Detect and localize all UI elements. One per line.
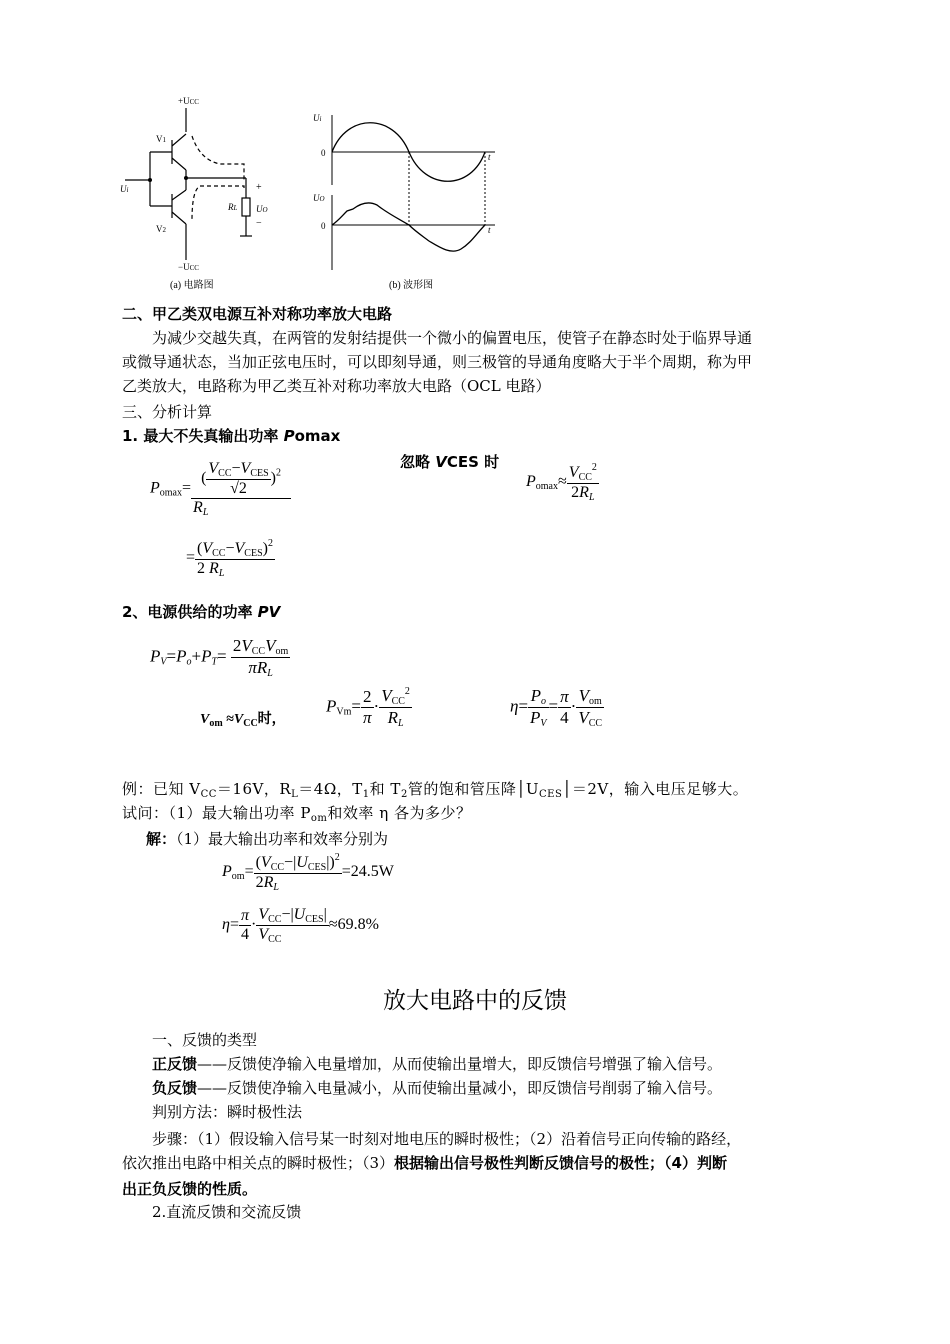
section2-para-line3: 乙类放大，电路称为甲乙类互补对称功率放大电路（OCL 电路）: [122, 377, 551, 395]
minus-label: −: [256, 218, 262, 229]
vom-condition: $V_{om} \approx V_{CC}$时，: [200, 711, 286, 729]
uo-label: UO: [256, 204, 268, 214]
feedback-types-heading: 一、反馈的类型: [152, 1031, 258, 1049]
pom-result-formula: $P_{om}=$ $\frac{(V_{CC}-|U_{CES}|)^2}{2R_L}$ =24.5W: [222, 852, 394, 893]
steps-line3: 出正负反馈的性质。: [122, 1180, 258, 1198]
section2-heading: 二、甲乙类双电源互补对称功率放大电路: [122, 305, 393, 323]
example-line1: 例：已知 $V_{CC}=16V$，$R_L=4\Omega$，$T_1$和 $T_2$管的饱和管压降$│U_{CES}│=2V$，输入电压足够大。: [122, 780, 749, 800]
pvm-formula: $P_{Vm}=$ $\frac{2}{\pi}$ · $\frac{V_{CC}^2}{R_L}$: [326, 686, 410, 729]
vcc-pos-label: +UCC: [178, 96, 199, 106]
steps-line2: 依次推出电路中相关点的瞬时极性；（3）根据输出信号极性判断反馈信号的极性；（4）判断: [122, 1154, 727, 1172]
wave-t-2: t: [488, 225, 491, 235]
wave-caption: (b) 波形图: [389, 280, 434, 291]
ui-label: Ui: [120, 184, 129, 194]
item2-heading: 2、电源供给的功率 PV: [122, 603, 281, 621]
circuit-diagram: [110, 90, 300, 300]
vcc-neg-label: −UCC: [178, 262, 199, 272]
wave-t-1: t: [488, 152, 491, 162]
wave-uo-label: UO: [313, 193, 325, 203]
positive-feedback-line: 正反馈——反馈使净输入电量增加，从而使输出量增大，即反馈信号增强了输入信号。: [152, 1055, 723, 1073]
v2-label: V2: [156, 224, 166, 234]
wave-zero-1: 0: [321, 148, 326, 158]
pomax-approx-formula: $P_{omax}\approx$ $\frac{V_{CC}^2}{2R_L}$: [526, 462, 597, 503]
plus-label: +: [256, 182, 262, 193]
example-line2: 试问：（1）最大输出功率 $P_{om}$和效率 η 各为多少？: [122, 804, 472, 824]
feedback-title: 放大电路中的反馈: [383, 988, 567, 1014]
pv-formula: $P_V=P_o+P_T=$ $\frac{2V_{CC}V_{om}}{\pi R_L}$: [150, 636, 289, 679]
eta-formula: η= $\frac{P_o}{P_V}$ = $\frac{\pi}{4}$ · $\frac{V_{om}}{V_{CC}}$: [510, 686, 603, 729]
pomax-formula-line2: = $\frac{(V_{CC}-V_{CES})^2}{2 R_L}$: [186, 538, 273, 579]
circuit-caption: (a) 电路图: [170, 280, 214, 291]
item1-heading: 1. 最大不失真输出功率 Pomax: [122, 427, 341, 445]
negative-feedback-line: 负反馈——反馈使净输入电量减小，从而使输出量减小，即反馈信号削弱了输入信号。: [152, 1079, 723, 1097]
rl-label: RL: [228, 202, 238, 212]
v1-label: V1: [156, 134, 166, 144]
section2-para-line1: 为减少交越失真，在两管的发射结提供一个微小的偏置电压，使管子在静态时处于临界导通: [152, 329, 753, 347]
pomax-formula: $P_{omax}=$ ( $\frac{V_{CC}-V_{CES}}{√2}$ )$^2$ $R_L$: [150, 460, 291, 518]
ignore-vces-note: 忽略 VCES 时: [400, 453, 500, 471]
wave-ui-label: Ui: [313, 113, 322, 123]
dc-ac-feedback-heading: 2.直流反馈和交流反馈: [152, 1203, 302, 1221]
eta-result-formula: η= $\frac{\pi}{4}$ · $\frac{V_{CC}-|U_{CES}|}{V_{CC}}$ ≈69.8%: [222, 906, 379, 945]
solution-line: 解：（1）最大输出功率和效率分别为: [146, 830, 389, 848]
method-line: 判别方法：瞬时极性法: [152, 1103, 303, 1121]
wave-zero-2: 0: [321, 221, 326, 231]
waveform-diagram: [305, 105, 505, 300]
steps-line1: 步骤：（1）假设输入信号某一时刻对地电压的瞬时极性；（2）沿着信号正向传输的路经，: [152, 1130, 742, 1148]
section2-para-line2: 或微导通状态，当加正弦电压时，可以即刻导通，则三极管的导通角度略大于半个周期，称为甲: [122, 353, 753, 371]
section3-heading: 三、分析计算: [122, 403, 213, 421]
